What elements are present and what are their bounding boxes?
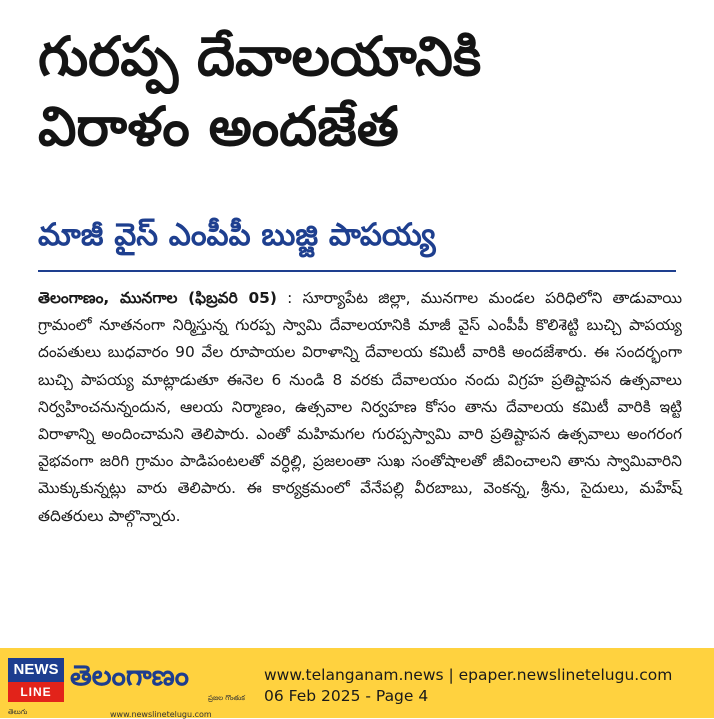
footer-links[interactable]: www.telanganam.news | epaper.newslinetelugu.com bbox=[264, 666, 673, 684]
footer-bar bbox=[0, 648, 714, 718]
headline-line-2: విరాళం అందజేత bbox=[38, 95, 399, 158]
subheadline-underline bbox=[38, 270, 676, 272]
subheadline-block bbox=[38, 212, 678, 262]
telanganam-logo-word: తెలంగాణం bbox=[70, 659, 189, 692]
headline bbox=[38, 22, 698, 162]
article-text: : సూర్యాపేట జిల్లా, మునగాల మండల పరిధిలోని తాడువాయి గ్రామంలో నూతనంగా నిర్మిస్తున్న గురప్ప స్వామి దేవాలయానికి మాజీ వైస్ ఎంపీపీ కొలిశెట్టి బుచ్చి పాపయ్య దంపతులు బుధవారం 90 వేల రూపాయల విరాళాన్ని దేవాలయ కమిటీ వారికి అందజేశారు. ఈ సందర్భంగా బుచ్చి పాపయ్య మాట్లాడుతూ ఈనెల 6 నుండి 8 వరకు దేవాలయం నందు విగ్రహ ప్రతిష్టాపన ఉత్సవాలు నిర్వహించనున్నందున, ఆలయ నిర్మాణం, ఉత్సవాల నిర్వహణ కోసం తాను దేవాలయ కమిటీ వారికి ఇట్టి విరాళాన్ని అందించామని తెలిపారు. ఎంతో మహిమగల గురప్పస్వామి వారి ప్రతిష్టాపన ఉత్సవాలు అంగరంగ వైభవంగా జరిగి గ్రామం పాడిపంటలతో వర్ధిల్లి, ప్రజలంతా సుఖ సంతోషాలతో జీవించాలని తాను స్వామివారిని మొక్కుకున్నట్లు వారు తెలిపారు. ఈ కార్యక్రమంలో వేనేపల్లి వీరబాబు, వెంకన్న, శ్రీను, సైదులు, మహేష్ తదితరులు పాల్గొన్నారు. bbox=[38, 289, 682, 525]
footer-date-page: 06 Feb 2025 - Page 4 bbox=[264, 687, 429, 705]
newsline-logo-bottom: LINE bbox=[8, 682, 64, 702]
telanganam-logo[interactable] bbox=[70, 658, 246, 719]
subheadline: మాజీ వైస్ ఎంపీపీ బుజ్జి పాపయ్య bbox=[38, 217, 436, 253]
newsline-logo-top: NEWS bbox=[8, 658, 64, 682]
dateline: తెలంగాణం, మునగాల (ఫిబ్రవరి 05) bbox=[38, 289, 277, 307]
telanganam-logo-url: www.newslinetelugu.com bbox=[110, 710, 212, 719]
newsline-logo-sub: తెలుగు bbox=[8, 708, 28, 716]
telanganam-logo-tagline: ప్రజల గొంతుక bbox=[208, 694, 245, 702]
newsline-logo[interactable] bbox=[8, 658, 64, 716]
headline-line-1: గురప్ప దేవాలయానికి bbox=[38, 25, 482, 88]
article-body bbox=[38, 285, 682, 530]
